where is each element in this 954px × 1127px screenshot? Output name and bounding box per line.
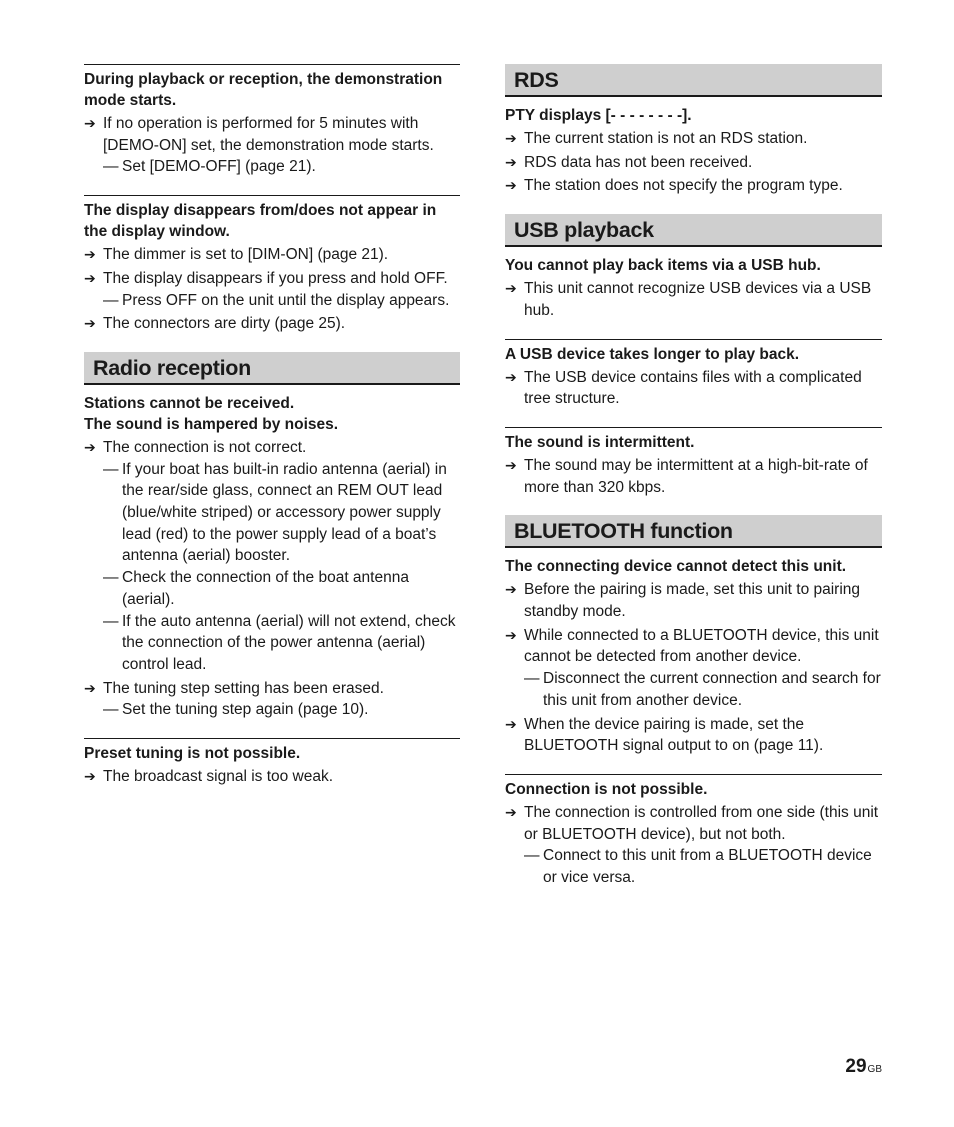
troubleshoot-entry bbox=[505, 247, 882, 321]
cause-text: The connectors are dirty (page 25). bbox=[103, 315, 346, 333]
entry-title: A USB device takes longer to play back. bbox=[505, 345, 800, 363]
section-heading: USB playback bbox=[505, 214, 882, 247]
page-number bbox=[845, 1056, 882, 1078]
cause-text: The broadcast signal is too weak. bbox=[103, 768, 334, 786]
cause-item bbox=[505, 175, 882, 197]
section-rds bbox=[505, 64, 882, 197]
section-radio-reception bbox=[84, 352, 460, 788]
cause-text: The dimmer is set to [DIM-ON] (page 21). bbox=[103, 246, 389, 264]
arrow-icon: ➔ bbox=[505, 803, 517, 820]
cause-text: The USB device contains files with a complicated tree structure. bbox=[524, 368, 862, 408]
cause-text: RDS data has not been received. bbox=[524, 153, 753, 171]
cause-item bbox=[84, 313, 460, 335]
entry-title: Connection is not possible. bbox=[505, 780, 708, 798]
cause-item bbox=[505, 278, 882, 321]
cause-text: The connection is not correct. bbox=[103, 438, 307, 456]
remedy-text: Check the connection of the boat antenna (aerial). bbox=[122, 569, 409, 608]
arrow-icon: ➔ bbox=[505, 456, 517, 473]
remedy-item bbox=[103, 699, 460, 721]
arrow-icon: ➔ bbox=[505, 130, 517, 146]
cause-item bbox=[84, 766, 460, 788]
usb-entries bbox=[505, 247, 882, 498]
dash-icon: — bbox=[103, 569, 119, 587]
remedy-text: Connect to this unit from a BLUETOOTH device or vice versa. bbox=[543, 847, 872, 887]
cause-text: The current station is not an RDS station. bbox=[524, 130, 808, 147]
remedy-text: Press OFF on the unit until the display appears. bbox=[122, 291, 450, 309]
arrow-icon: ➔ bbox=[84, 246, 96, 263]
entry-title: Preset tuning is not possible. bbox=[84, 745, 301, 763]
dash-icon: — bbox=[524, 847, 540, 865]
section-heading: BLUETOOTH function bbox=[505, 515, 882, 548]
cause-text: The display disappears if you press and hold OFF. bbox=[103, 269, 448, 287]
dash-icon: — bbox=[103, 701, 119, 719]
troubleshoot-entry bbox=[505, 548, 882, 757]
cause-item bbox=[505, 367, 882, 410]
remedy-text: Set the tuning step again (page 10). bbox=[122, 701, 369, 719]
entry-title: The connecting device cannot detect this unit. bbox=[505, 558, 847, 576]
arrow-icon: ➔ bbox=[505, 368, 517, 385]
dash-icon: — bbox=[524, 670, 540, 688]
remedy-item bbox=[103, 611, 460, 676]
troubleshoot-entry bbox=[84, 385, 460, 721]
remedy-text: Set [DEMO-OFF] (page 21). bbox=[122, 158, 316, 176]
right-column bbox=[505, 64, 882, 906]
cause-item bbox=[505, 579, 882, 622]
cause-item bbox=[505, 625, 882, 712]
entry-title-line2: The sound is hampered by noises. bbox=[84, 415, 339, 433]
page-number-value: 29 bbox=[845, 1056, 867, 1077]
troubleshoot-entry bbox=[84, 738, 460, 788]
cause-item bbox=[505, 802, 882, 889]
cause-item bbox=[84, 113, 460, 178]
cause-text: The sound may be intermittent at a high-bit-rate of more than 320 kbps. bbox=[524, 456, 868, 496]
cause-text: While connected to a BLUETOOTH device, this unit cannot be detected from another device. bbox=[524, 626, 879, 666]
arrow-icon: ➔ bbox=[84, 115, 96, 131]
dash-icon: — bbox=[103, 612, 119, 630]
cause-text: When the device pairing is made, set the BLUETOOTH signal output to on (page 11). bbox=[524, 715, 824, 755]
section-heading: RDS bbox=[505, 64, 882, 97]
bluetooth-entries bbox=[505, 548, 882, 888]
remedy-text: If the auto antenna (aerial) will not extend, check the connection of the power antenna (aerial) control lead. bbox=[122, 612, 456, 673]
remedy-text: If your boat has built-in radio antenna (aerial) in the rear/side glass, connect an REM OUT lead (blue/white striped) or accessory power supply lead (red) to the power supply lead of a boat’s antenna (aerial) booster. bbox=[122, 460, 447, 565]
remedy-item bbox=[524, 845, 882, 888]
left-top-entries bbox=[84, 64, 460, 335]
arrow-icon: ➔ bbox=[84, 315, 96, 332]
arrow-icon: ➔ bbox=[84, 269, 96, 286]
remedy-item bbox=[103, 459, 460, 568]
entry-title: PTY displays [- - - - - - - -]. bbox=[505, 107, 692, 124]
troubleshoot-entry bbox=[505, 427, 882, 498]
rds-entries bbox=[505, 97, 882, 197]
dash-icon: — bbox=[103, 158, 119, 176]
cause-text: If no operation is performed for 5 minutes with [DEMO-ON] set, the demonstration mode starts. bbox=[103, 115, 434, 154]
cause-text: The connection is controlled from one side (this unit or BLUETOOTH device), but not both. bbox=[524, 803, 879, 843]
troubleshoot-entry bbox=[84, 64, 460, 178]
left-column bbox=[84, 64, 460, 805]
remedy-item bbox=[524, 668, 882, 711]
remedy-item bbox=[103, 290, 460, 312]
arrow-icon: ➔ bbox=[505, 280, 517, 297]
cause-item bbox=[505, 152, 882, 174]
arrow-icon: ➔ bbox=[505, 626, 517, 643]
cause-text: The station does not specify the program type. bbox=[524, 177, 843, 195]
cause-text: This unit cannot recognize USB devices via a USB hub. bbox=[524, 280, 872, 319]
troubleshoot-entry bbox=[505, 97, 882, 197]
arrow-icon: ➔ bbox=[84, 438, 96, 455]
entry-title: The sound is intermittent. bbox=[505, 433, 695, 451]
cause-item bbox=[84, 437, 460, 676]
arrow-icon: ➔ bbox=[505, 715, 517, 732]
radio-entries bbox=[84, 385, 460, 788]
cause-text: The tuning step setting has been erased. bbox=[103, 679, 384, 697]
cause-text: Before the pairing is made, set this unit to pairing standby mode. bbox=[524, 581, 861, 621]
dash-icon: — bbox=[103, 291, 119, 309]
entry-title: You cannot play back items via a USB hub. bbox=[505, 257, 821, 275]
remedy-item bbox=[103, 567, 460, 610]
cause-item bbox=[505, 455, 882, 498]
arrow-icon: ➔ bbox=[505, 177, 517, 194]
troubleshoot-entry bbox=[505, 339, 882, 410]
troubleshoot-entry bbox=[84, 195, 460, 335]
arrow-icon: ➔ bbox=[505, 153, 517, 170]
section-heading: Radio reception bbox=[84, 352, 460, 385]
cause-item bbox=[84, 244, 460, 266]
section-usb-playback bbox=[505, 214, 882, 498]
entry-title: The display disappears from/does not appear in the display window. bbox=[84, 202, 437, 241]
page-number-suffix: GB bbox=[867, 1064, 882, 1075]
dash-icon: — bbox=[103, 460, 119, 478]
troubleshoot-entry bbox=[505, 774, 882, 889]
arrow-icon: ➔ bbox=[84, 679, 96, 696]
cause-item bbox=[84, 268, 460, 311]
arrow-icon: ➔ bbox=[84, 768, 96, 785]
arrow-icon: ➔ bbox=[505, 581, 517, 598]
remedy-item bbox=[103, 156, 460, 178]
cause-item bbox=[505, 714, 882, 757]
cause-item bbox=[505, 128, 882, 150]
section-bluetooth-function bbox=[505, 515, 882, 888]
entry-title: Stations cannot be received. bbox=[84, 394, 295, 412]
remedy-text: Disconnect the current connection and search for this unit from another device. bbox=[543, 670, 881, 709]
entry-title: During playback or reception, the demonstration mode starts. bbox=[84, 71, 443, 109]
cause-item bbox=[84, 678, 460, 721]
